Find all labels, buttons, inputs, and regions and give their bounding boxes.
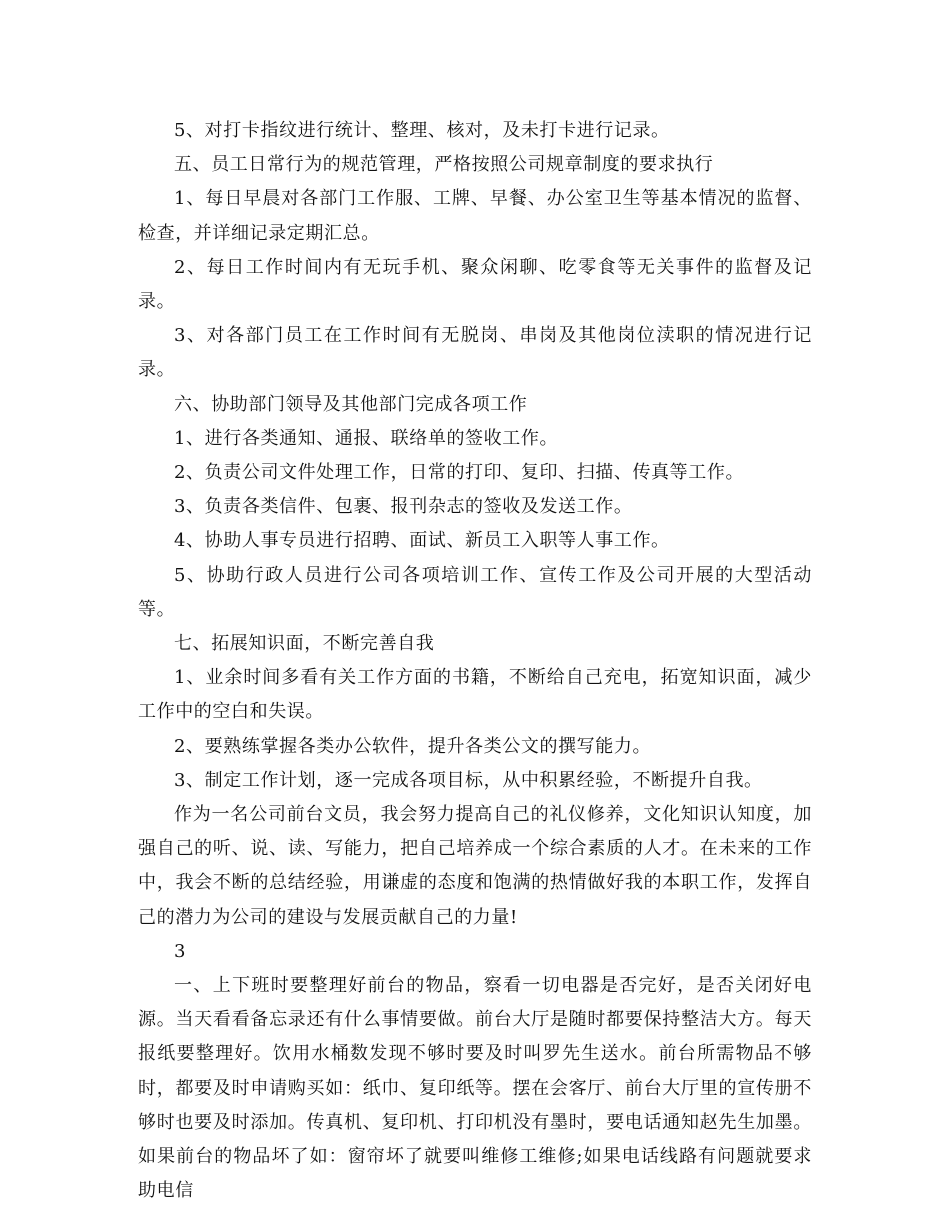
paragraph-notices: 1、进行各类通知、通报、联络单的签收工作。 [174,427,559,449]
paragraph-hr-assist: 4、协助人事专员进行招聘、面试、新员工入职等人事工作。 [174,530,670,552]
section-heading-5: 五、员工日常行为的规范管理，严格按照公司规章制度的要求执行 [174,154,714,176]
paragraph-documents: 2、负责公司文件处理工作，日常的打印、复印、扫描、传真等工作。 [174,462,745,484]
paragraph-absence-record: 3、对各部门员工在工作时间有无脱岗、串岗及其他岗位渎职的情况进行记录。 [138,325,812,381]
paragraph-work-time-monitor: 2、每日工作时间内有无玩手机、聚众闲聊、吃零食等无关事件的监督及记录。 [138,256,812,313]
paragraph-reading: 1、业余时间多看有关工作方面的书籍，不断给自己充电，拓宽知识面，减少工作中的空白和失误。 [138,667,812,723]
paragraph-front-desk: 一、上下班时要整理好前台的物品，察看一切电器是否完好，是否关闭好电源。当天看看备忘录还有什么事情要做。前台大厅是随时都要保持整洁大方。每天报纸要整理好。饮用水桶数发现不够时要及时叫罗先生送水。前台所需物品不够时，都要及时申请购买如：纸巾、复印纸等。摆在会客厅、前台大厅里的宣传册不够时也要及时添加。传真机、复印机、打印机没有墨时，要电话通知赵先生加墨。如果前台的物品坏了如：窗帘坏了就要叫维修工维修;如果电话线路有问题就要求助电信 [138,975,812,1202]
paragraph-conclusion: 作为一名公司前台文员，我会努力提高自己的礼仪修养，文化知识认知度，加强自己的听、说、读、写能力，把自己培养成一个综合素质的人才。在未来的工作中，我会不断的总结经验，用谦虚的态度和饱满的热情做好我的本职工作，发挥自己的潜力为公司的建设与发展贡献自己的力量! [138,804,812,928]
section-number-3: 3 [174,940,187,962]
paragraph-admin-assist: 5、协助行政人员进行公司各项培训工作、宣传工作及公司开展的大型活动等。 [138,564,812,620]
section-heading-7: 七、拓展知识面，不断完善自我 [174,633,435,655]
paragraph-plan: 3、制定工作计划，逐一完成各项目标，从中积累经验，不断提升自我。 [174,769,763,791]
paragraph-software: 2、要熟练掌握各类办公软件，提升各类公文的撰写能力。 [174,735,652,757]
paragraph-item-5-fingerprint: 5、对打卡指纹进行统计、整理、核对，及未打卡进行记录。 [174,120,670,141]
section-heading-6: 六、协助部门领导及其他部门完成各项工作 [174,393,528,415]
paragraph-mail: 3、负责各类信件、包裹、报刊杂志的签收及发送工作。 [174,496,633,518]
paragraph-daily-check: 1、每日早晨对各部门工作服、工牌、早餐、办公室卫生等基本情况的监督、检查，并详细记录定期汇总。 [138,188,812,244]
document-body [138,114,812,1209]
